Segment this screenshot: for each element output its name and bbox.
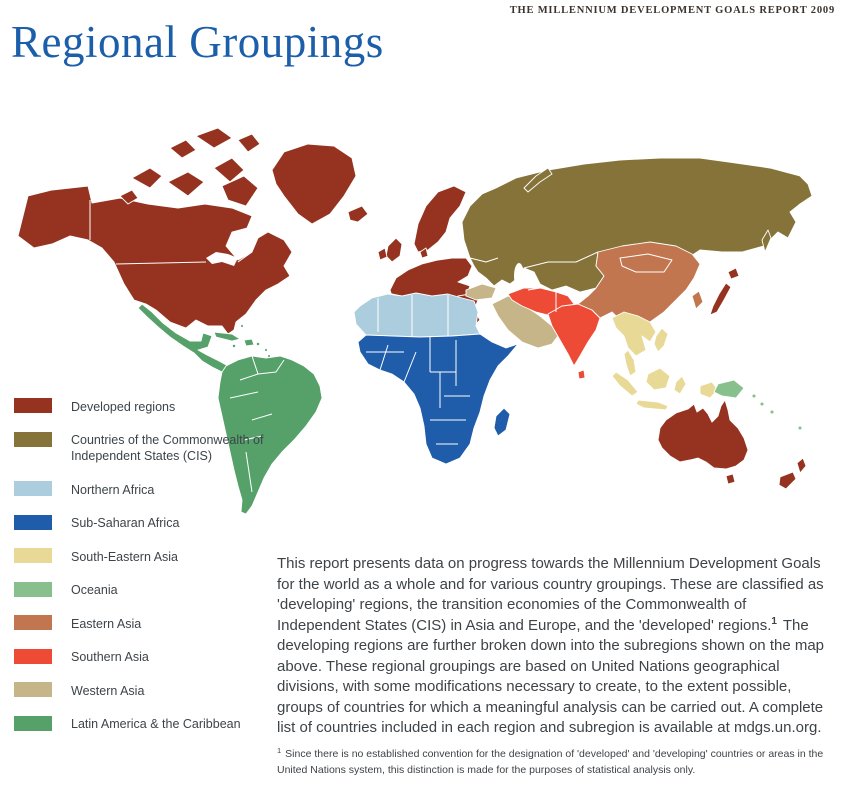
legend-swatch <box>14 682 52 697</box>
legend-label: Oceania <box>71 583 118 597</box>
map-northern-africa <box>354 293 480 337</box>
map-puerto-rico <box>256 342 259 345</box>
legend-item-western-asia <box>14 682 264 699</box>
report-header-title: THE MILLENNIUM DEVELOPMENT GOALS REPORT 2009 <box>509 5 835 16</box>
legend-label: Countries of the Commonwealth of Independent States (CIS) <box>71 433 264 463</box>
legend-label: Western Asia <box>71 683 145 698</box>
map-sulawesi <box>674 376 686 394</box>
legend-label: Southern Asia <box>71 650 149 664</box>
map-arctic-island <box>168 172 204 196</box>
legend-label: Northern Africa <box>71 482 155 497</box>
legend-swatch <box>14 398 52 413</box>
map-sri-lanka <box>578 370 585 379</box>
legend-item-southern-asia <box>14 649 264 666</box>
map-arctic-island <box>196 128 232 148</box>
footnote-text: Since there is no established convention for the designation of 'developed' and 'developing' countries or areas in the United Nations system, this distinction is made for the purposes of statistical analysis only. <box>277 748 824 776</box>
map-new-zealand-north <box>797 458 806 473</box>
footnote-reference-superscript: 1 <box>771 615 777 627</box>
legend-item-sub-saharan-africa <box>14 515 264 532</box>
map-pacific-island <box>752 394 756 398</box>
map-arctic-island <box>170 140 196 158</box>
footnote <box>277 747 833 778</box>
map-legend <box>14 398 264 749</box>
legend-label: Sub-Saharan Africa <box>71 516 180 530</box>
map-japan <box>710 283 731 315</box>
map-pacific-island <box>798 426 802 430</box>
map-new-zealand-south <box>779 472 796 489</box>
map-cuba <box>214 332 240 341</box>
legend-swatch <box>14 481 52 496</box>
legend-item-developed-regions <box>14 398 264 415</box>
legend-item-eastern-asia <box>14 615 264 632</box>
map-java <box>636 400 668 410</box>
legend-swatch <box>14 649 52 664</box>
map-tasmania <box>726 474 735 484</box>
legend-swatch <box>14 515 52 530</box>
map-hokkaido <box>728 268 739 279</box>
body-paragraph <box>277 554 829 739</box>
legend-swatch <box>14 548 52 563</box>
legend-item-latin-america <box>14 716 264 733</box>
footnote-marker: 1 <box>277 745 282 755</box>
map-region-northern-africa <box>354 293 480 337</box>
legend-item-cis <box>14 432 264 465</box>
map-turkey <box>466 284 496 300</box>
map-borneo <box>646 368 670 390</box>
map-iceland <box>348 206 368 222</box>
map-united-kingdom <box>386 238 402 262</box>
map-papua-new-guinea <box>714 380 744 398</box>
legend-swatch <box>14 615 52 630</box>
legend-item-south-eastern-asia <box>14 548 264 565</box>
legend-label: Eastern Asia <box>71 616 142 631</box>
legend-swatch <box>14 716 52 731</box>
map-madagascar <box>494 408 510 436</box>
map-pacific-island <box>760 402 764 406</box>
map-baffin-island <box>222 176 258 206</box>
map-north-america <box>18 186 292 334</box>
map-antilles-island <box>265 349 268 352</box>
map-arctic-island <box>132 168 162 188</box>
map-ireland <box>378 248 387 260</box>
legend-label: South-Eastern Asia <box>71 549 179 564</box>
paragraph-text-part1: This report presents data on progress towards the Millennium Development Goals for the world as a whole and for various country groupings. These are classified as 'developing' regions, the transition economies of the Commonwealth of Independent States (CIS) in Asia and Europe, and the 'developed' regions. <box>277 555 824 634</box>
map-jamaica <box>232 344 235 347</box>
legend-item-oceania <box>14 582 264 599</box>
legend-label: Latin America & the Caribbean <box>71 717 241 731</box>
map-region-south-eastern-asia <box>612 312 718 410</box>
paragraph-text-part2: The developing regions are further broken down into the subregions shown on the map above. These regional groupings are based on United Nations geographical divisions, with some modifications necessary to create, to the extent possible, groups of countries for which a meaningful analysis can be carried out. A complete list of countries included in each region and subregion is available at mdgs.un.org. <box>277 616 825 736</box>
caspian-sea <box>514 263 524 289</box>
map-korea <box>692 291 703 309</box>
map-scandinavia <box>414 186 466 252</box>
map-sumatra <box>612 372 638 396</box>
legend-swatch <box>14 582 52 597</box>
legend-label: Developed regions <box>71 399 176 414</box>
map-greenland <box>272 144 356 224</box>
legend-swatch <box>14 432 52 447</box>
map-pacific-island <box>770 410 774 414</box>
map-australia <box>658 400 748 469</box>
page-title: Regional Groupings <box>11 17 384 67</box>
map-arctic-island <box>238 134 260 152</box>
map-hispaniola <box>244 339 254 346</box>
legend-item-northern-africa <box>14 481 264 498</box>
map-bahamas <box>241 325 244 328</box>
